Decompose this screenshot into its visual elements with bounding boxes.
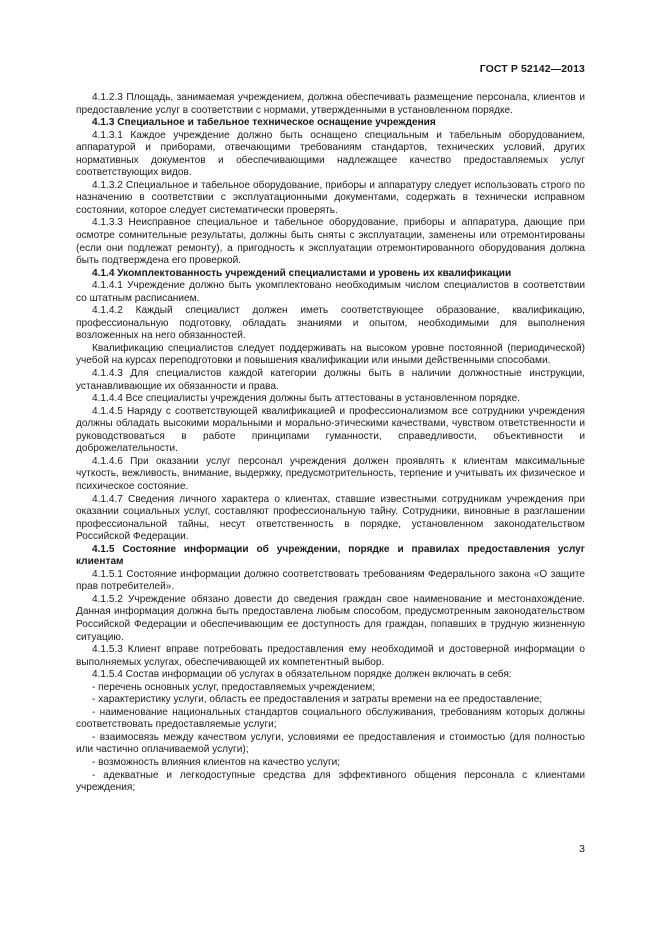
paragraph-4-1-3-3: 4.1.3.3 Неисправное специальное и табельное оборудование, приборы и аппаратура, дающие при осмотре сомнительные результаты, должны быть сняты с эксплуатации, заменены или отремонтированы (если они подлежат ремонту), а пригодность к эксплуатации отремонтированного оборудования должна быть подтверждена его проверкой. <box>76 217 585 267</box>
paragraph-4-1-4-5: 4.1.4.5 Наряду с соответствующей квалификацией и профессионализмом все сотрудники учреждения должны обладать высокими моральными и морально-этическими качествами, чувством ответственности и руководствоваться в работе принципами гуманности, справедливости, объективности и доброжелательности. <box>76 405 585 455</box>
section-heading-4-1-5: 4.1.5 Состояние информации об учреждении, порядке и правилах предоставления услуг клиентам <box>76 543 585 568</box>
document-body <box>76 92 585 795</box>
paragraph-4-1-5-1: 4.1.5.1 Состояние информации должно соответствовать требованиям Федерального закона «О защите прав потребителей». <box>76 568 585 593</box>
list-item: - наименование национальных стандартов социального обслуживания, требованиям которых должны соответствовать предоставляемые услуги; <box>76 706 585 731</box>
paragraph-4-1-4-3: 4.1.4.3 Для специалистов каждой категории должны быть в наличии должностные инструкции, устанавливающие их обязанности и права. <box>76 368 585 392</box>
section-heading-4-1-4: 4.1.4 Укомплектованность учреждений специалистами и уровень их квалификации <box>92 267 512 279</box>
page-number: 3 <box>579 843 585 855</box>
paragraph-4-1-4-1: 4.1.4.1 Учреждение должно быть укомплектовано необходимым числом специалистов в соответствии со штатным расписанием. <box>76 280 585 304</box>
paragraph-4-1-4-2: 4.1.4.2 Каждый специалист должен иметь соответствующее образование, квалификацию, профессиональную подготовку, обладать знаниями и опытом, необходимыми для выполнения возложенных на него обязанностей. <box>76 305 585 342</box>
standard-number-header: ГОСТ Р 52142—2013 <box>479 63 585 75</box>
paragraph-4-1-3-2: 4.1.3.2 Специальное и табельное оборудование, приборы и аппаратуру следует использовать строго по назначению в соответствии с эксплуатационными документами, содержать в технически исправном состоянии, которое следует систематически проверять. <box>76 179 585 216</box>
paragraph-4-1-2-3: 4.1.2.3 Площадь, занимаемая учреждением, должна обеспечивать размещение персонала, клиентов и предоставление услуг в соответствии с нормами, утвержденными в установленном порядке. <box>76 92 585 116</box>
paragraph-4-1-4-7: 4.1.4.7 Сведения личного характера о клиентах, ставшие известными сотрудникам учреждения при оказании социальных услуг, составляют профессиональную тайну. Сотрудники, виновные в разглашении профессиональной тайны, несут ответственность в порядке, установленном законодательством Российской Федерации. <box>76 493 585 543</box>
paragraph-4-1-4-4: 4.1.4.4 Все специалисты учреждения должны быть аттестованы в установленном порядке. <box>92 393 521 405</box>
list-item: - взаимосвязь между качеством услуги, условиями ее предоставления и стоимостью (для полностью или частично оплачиваемой услуги); <box>76 731 585 756</box>
list-item: - характеристику услуги, область ее предоставления и затраты времени на ее предоставление; <box>92 694 543 706</box>
section-heading-4-1-3: 4.1.3 Специальное и табельное техническое оснащение учреждения <box>92 117 436 129</box>
paragraph-4-1-5-2: 4.1.5.2 Учреждение обязано довести до сведения граждан свое наименование и местонахождение. Данная информация должна быть предоставлена любым способом, предусмотренным законодательством Российской Федерации и обеспечивающим ее доступность для граждан, попавших в трудную жизненную ситуацию. <box>76 593 585 643</box>
paragraph-qualification: Квалификацию специалистов следует поддерживать на высоком уровне постоянной (периодической) учебой на курсах переподготовки и повышения квалификации или иными действенными способами. <box>76 342 585 367</box>
paragraph-4-1-3-1: 4.1.3.1 Каждое учреждение должно быть оснащено специальным и табельным оборудованием, аппаратурой и приборами, отвечающими требованиям стандартов, технических условий, других нормативных документов и обеспечивающими надлежащее качество предоставляемых услуг соответствующих видов. <box>76 129 585 179</box>
list-item: - адекватные и легкодоступные средства для эффективного общения персонала с клиентами учреждения; <box>76 769 585 794</box>
paragraph-4-1-5-4: 4.1.5.4 Состав информации об услугах в обязательном порядке должен включать в себя: <box>92 669 512 681</box>
paragraph-4-1-4-6: 4.1.4.6 При оказании услуг персонал учреждения должен проявлять к клиентам максимальные чуткость, вежливость, внимание, выдержку, предусмотрительность, терпение и учитывать их физическое и психическое состояние. <box>76 455 585 492</box>
list-item: - возможность влияния клиентов на качество услуги; <box>92 756 341 768</box>
list-item: - перечень основных услуг, предоставляемых учреждением; <box>92 681 376 693</box>
paragraph-4-1-5-3: 4.1.5.3 Клиент вправе потребовать предоставления ему необходимой и достоверной информации о выполняемых услугах, обеспечивающей их компетентный выбор. <box>76 644 585 668</box>
